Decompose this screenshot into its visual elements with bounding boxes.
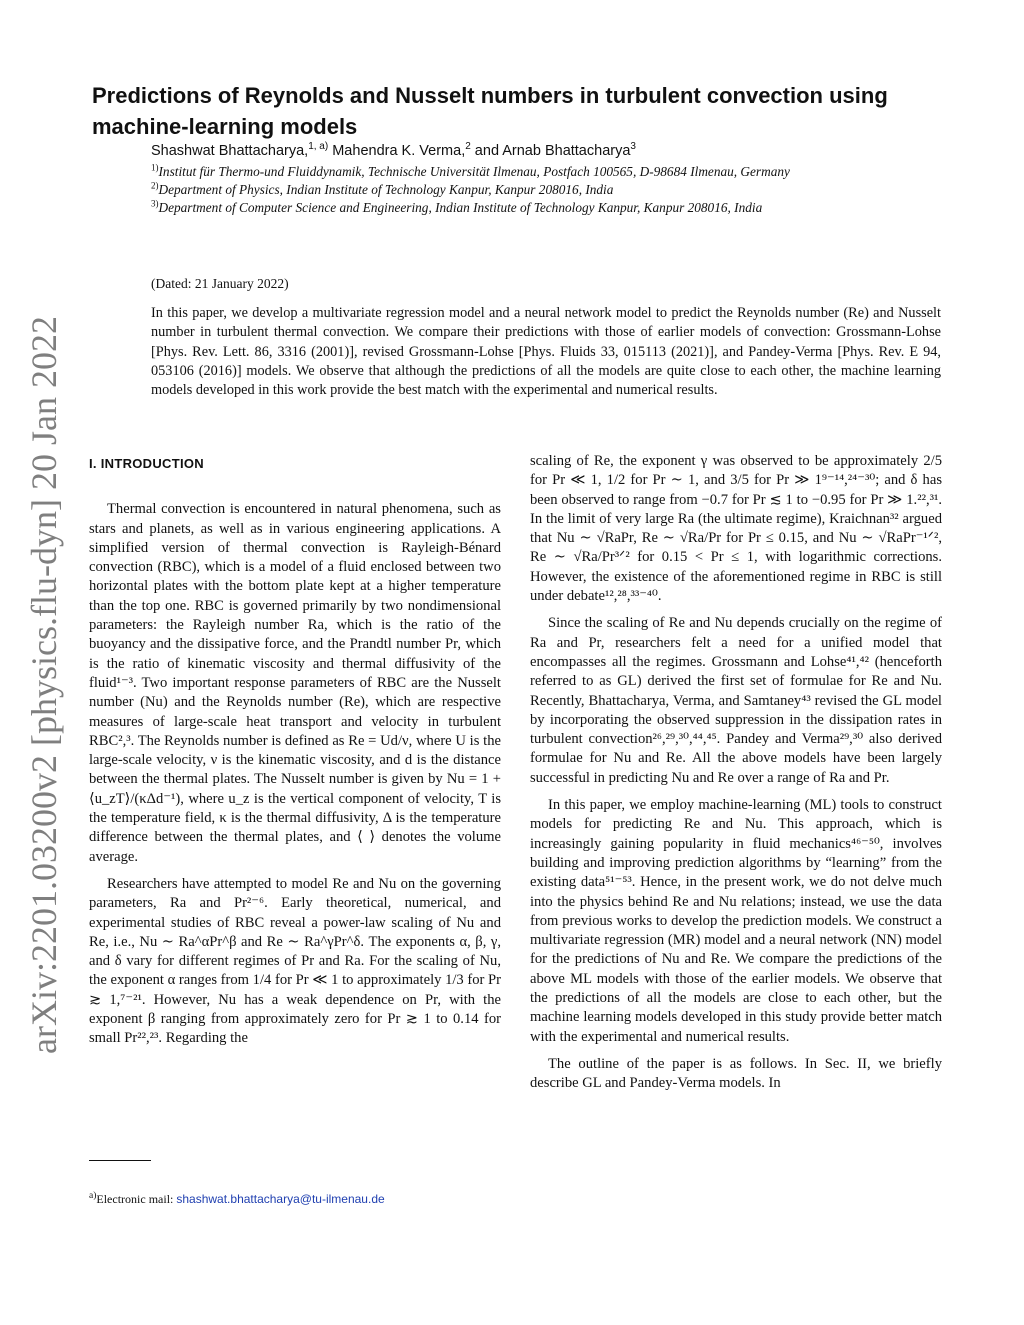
author-2-mark: 2 bbox=[465, 141, 471, 153]
abstract: In this paper, we develop a multivariate regression model and a neural network model to predict the Reynolds number (Re) and Nusselt number in turbulent thermal convection. We compare their predictions with those of earlier models of convection: Grossmann-Lohse [Phys. Rev. Lett. 86, 3316 (2001)], revised Grossmann-Lohse [Phys. Fluids 33, 015113 (2021)], and Pandey-Verma [Phys. Rev. E 94, 053106 (2016)] models. We observe that although the predictions of all the models are quite close to each other, the machine learning models developed in this work provide the best match with the experimental and numerical results. bbox=[151, 305, 941, 399]
affiliation-1-num: 1) bbox=[151, 162, 159, 173]
author-1: Shashwat Bhattacharya, bbox=[151, 143, 309, 159]
affiliation-2-num: 2) bbox=[151, 180, 159, 191]
right-paragraph-2: Since the scaling of Re and Nu depends crucially on the regime of Ra and Pr, researchers felt a need for a unified model that encompasses all the regimes. Grossmann and Lohse⁴¹,⁴² (henceforth referred to as GL) derived the first set of formulae for Re and Nu. Recently, Bhattacharya, Verma, and Samtaney⁴³ revised the GL model by incorporating the observed suppression in the dissipation rates in turbulent convection²⁶,²⁹,³⁰,⁴⁴,⁴⁵. Pandey and Verma²⁹,³⁰ also derived formulae for Nu and Re. All the above models have been largely successful in predicting Nu and Re over a range of Ra and Pr. bbox=[530, 615, 942, 786]
author-2: Mahendra K. Verma, bbox=[328, 143, 466, 159]
paper-title: Predictions of Reynolds and Nusselt numbers in turbulent convection using machine-learning models bbox=[92, 83, 888, 139]
footnote bbox=[89, 1192, 385, 1207]
footnote-rule bbox=[89, 1160, 151, 1161]
left-paragraph-1: Thermal convection is encountered in natural phenomena, such as stars and planets, as well as in various engineering applications. A simplified version of thermal convection is Rayleigh-Bénard convection (RBC), which is a model of a fluid enclosed between two horizontal plates with the bottom plate kept at a higher temperature than the top one. RBC is governed primarily by two nondimensional parameters: the Rayleigh number Ra, which is the ratio of the buoyancy and the dissipative force, and the Prandtl number Pr, which is the ratio of kinematic viscosity and thermal diffusivity of the fluid¹⁻³. Two important response parameters of RBC are the Nusselt number (Nu) and the Reynolds number (Re), which are respective measures of large-scale heat transport and velocity in turbulent RBC²,³. The Reynolds number is defined as Re = Ud/ν, where U is the large-scale velocity, ν is the kinematic viscosity, and d is the distance between the thermal plates. The Nusselt number is given by Nu = 1 + ⟨u_zT⟩/(κΔd⁻¹), where u_z is the vertical component of velocity, T is the temperature field, κ is the thermal diffusivity, Δ is the temperature difference between the thermal plates, and ⟨ ⟩ denotes the volume average. bbox=[89, 501, 501, 865]
right-paragraph-4: The outline of the paper is as follows. In Sec. II, we briefly describe GL and Pandey-Verma models. In bbox=[530, 1055, 942, 1092]
affiliation-2 bbox=[151, 181, 911, 199]
dated-line: (Dated: 21 January 2022) bbox=[151, 276, 289, 291]
author-3-mark: 3 bbox=[630, 141, 636, 153]
right-column bbox=[530, 452, 942, 1102]
affiliation-2-text: Department of Physics, Indian Institute of Technology Kanpur, Kanpur 208016, India bbox=[158, 182, 614, 197]
arxiv-stamp: arXiv:2201.03200v2 [physics.flu-dyn] 20 Jan 2022 bbox=[24, 316, 64, 1054]
affiliation-3-text: Department of Computer Science and Engineering, Indian Institute of Technology Kanpur, Kanpur 208016, India bbox=[158, 200, 763, 215]
section-heading-introduction: I. INTRODUCTION bbox=[89, 456, 204, 471]
affiliation-1 bbox=[151, 163, 911, 181]
author-1-mark: 1, a) bbox=[308, 141, 329, 153]
email-link[interactable]: shashwat.bhattacharya@tu-ilmenau.de bbox=[176, 1192, 385, 1206]
affiliations bbox=[151, 163, 911, 217]
footnote-label: Electronic mail: bbox=[96, 1192, 177, 1206]
author-3: and Arnab Bhattacharya bbox=[470, 143, 631, 159]
right-paragraph-1: scaling of Re, the exponent γ was observed to be approximately 2/5 for Pr ≪ 1, 1/2 for Pr ∼ 1, and 3/5 for Pr ≫ 1⁹⁻¹⁴,²⁴⁻³⁰; and δ has been observed to range from −0.7 for Pr ≲ 1 to −0.95 for Pr ≫ 1.²²,³¹. In the limit of very large Ra (the ultimate regime), Kraichnan³² argued that Nu ∼ √RaPr, Re ∼ √Ra/Pr for Pr ≤ 0.15, and Nu ∼ √RaPr⁻¹ᐟ², Re ∼ √Ra/Pr³ᐟ² for 0.15 < Pr ≤ 1, with logarithmic corrections. However, the existence of the aforementioned regime in RBC is still under debate¹²,²⁸,³³⁻⁴⁰. bbox=[530, 453, 942, 605]
affiliation-3 bbox=[151, 199, 911, 217]
footnote-mark: a) bbox=[89, 1191, 97, 1201]
left-paragraph-2: Researchers have attempted to model Re and Nu on the governing parameters, Ra and Pr²⁻⁶. Early theoretical, numerical, and experimental studies of RBC reveal a power-law scaling of Nu and Re, i.e., Nu ∼ Ra^αPr^β and Re ∼ Ra^γPr^δ. The exponents α, β, γ, and δ vary for different regimes of Pr and Ra. For the scaling of Nu, the exponent α ranges from 1/4 for Pr ≪ 1 to approximately 1/3 for Pr ≳ 1,⁷⁻²¹. However, Nu has a weak dependence on Pr, with the exponent β ranging from approximately zero for Pr ≳ 1 to 0.14 for small Pr²²,²³. Regarding the bbox=[89, 875, 502, 1047]
affiliation-1-text: Institut für Thermo-und Fluiddynamik, Technische Universität Ilmenau, Postfach 100565, D-98684 Ilmenau, Germany bbox=[158, 164, 790, 179]
left-column bbox=[89, 450, 501, 1057]
author-list bbox=[151, 143, 636, 159]
affiliation-3-num: 3) bbox=[151, 198, 159, 209]
right-paragraph-3: In this paper, we employ machine-learning (ML) tools to construct models for predicting Re and Nu. This approach, which is increasingly gaining popularity in fluid mechanics⁴⁶⁻⁵⁰, involves building and improving prediction algorithms by “learning” from the existing data⁵¹⁻⁵³. Hence, in the present work, we do not delve much into the physics behind Re and Nu relations; instead, we use the data from previous works to develop the prediction models. We construct a multivariate regression (MR) model and a neural network (NN) model for the predictions of Nu and Re. We compare the predictions of the above ML models with those of the earlier models. We observe that the predictions of all the models are close to each other, but the machine learning models developed in this study provide better match with the experimental and numerical results. bbox=[530, 797, 942, 1045]
